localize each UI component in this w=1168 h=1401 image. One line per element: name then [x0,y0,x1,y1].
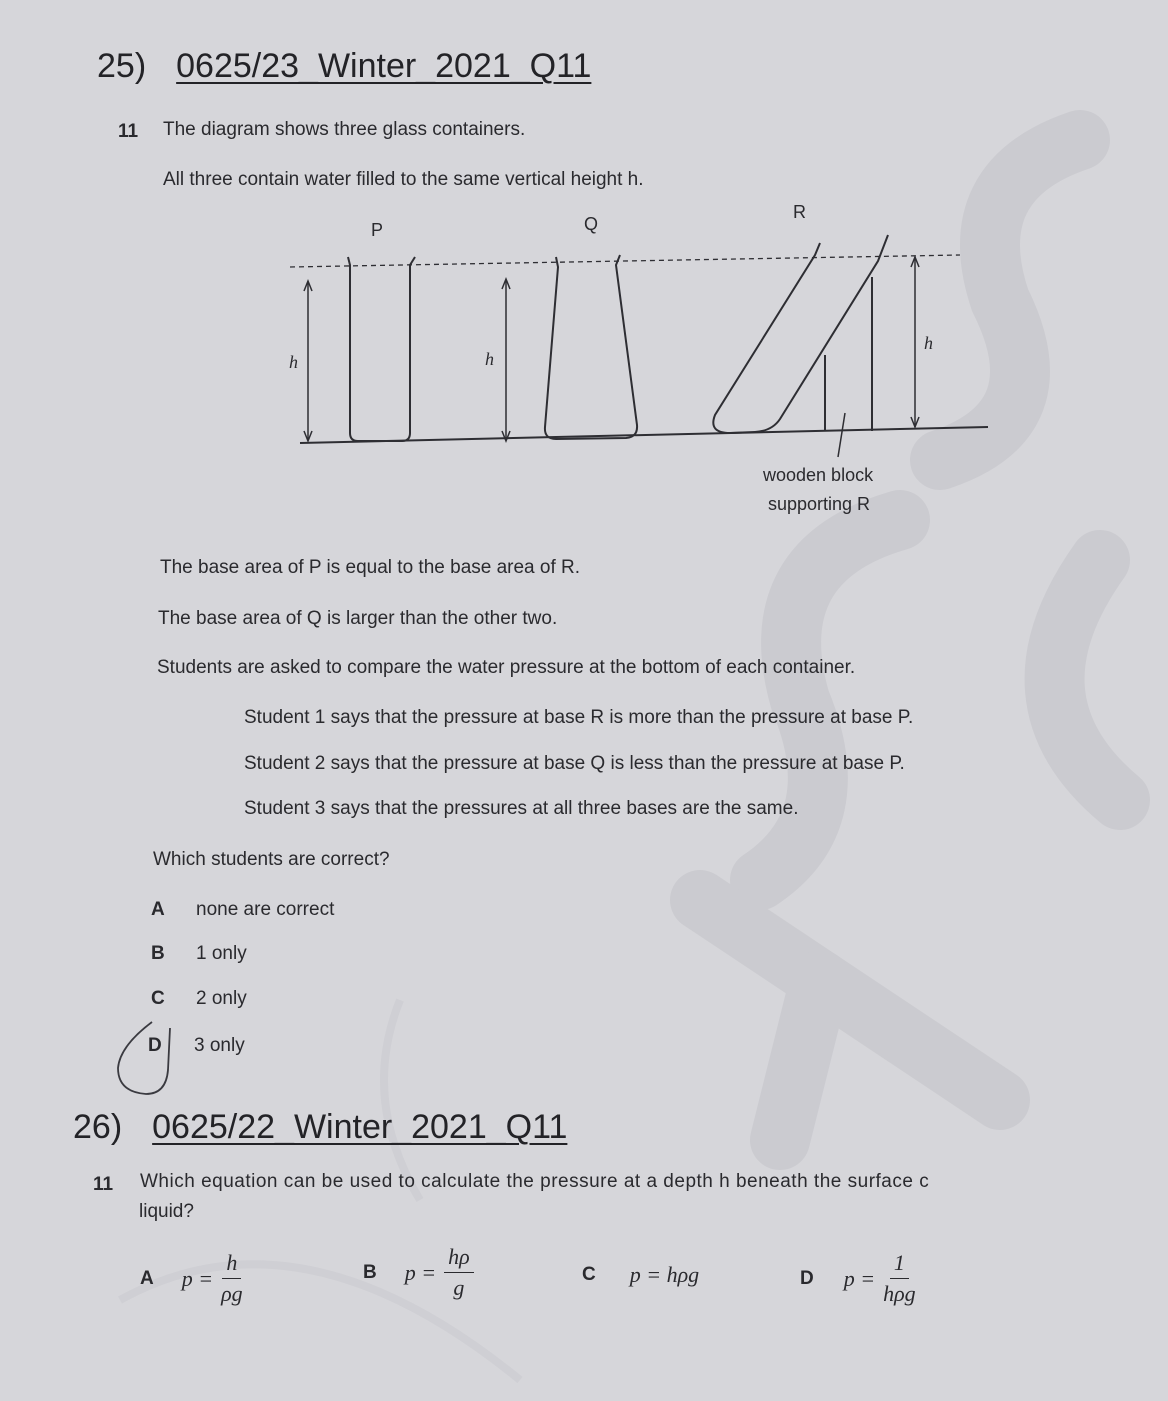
equation-option-b-lhs: p = [404,1259,437,1285]
equation-option-b-fraction [444,1244,474,1301]
question-26-reference: 0625/22_Winter_2021_Q11 [152,1108,568,1146]
equation-option-b-letter: B [363,1261,377,1283]
equation-option-d-lhs: p = [843,1265,876,1291]
equation-option-b [363,1244,474,1301]
question-25-number: 25) [97,47,147,85]
question-26-line-2: liquid? [139,1201,194,1222]
containers-diagram [260,195,1000,525]
option-c-letter: C [151,988,165,1009]
option-b-text: 1 only [196,943,247,964]
option-c-text: 2 only [196,988,247,1009]
equation-option-c-letter: C [582,1264,596,1285]
h-label-q: h [485,349,494,369]
question-26-heading [73,1108,567,1147]
question-26-line-1: Which equation can be used to calculate the pressure at a depth h beneath the surface c [140,1171,930,1192]
statement-base-area-p-r: The base area of P is equal to the base area of R. [160,557,581,578]
student-2-claim: Student 2 says that the pressure at base Q is less than the pressure at base P. [244,753,905,774]
student-3-claim: Student 3 says that the pressures at all three bases are the same. [244,798,799,819]
equation-option-a-letter: A [140,1267,154,1289]
container-p [348,257,415,441]
option-a-letter: A [151,899,165,920]
question-intro-line-2: All three contain water filled to the same vertical height h. [163,169,644,190]
question-intro-line-1: The diagram shows three glass containers. [163,119,526,140]
equation-option-d [800,1250,916,1307]
question-25-reference: 0625/23_Winter_2021_Q11 [176,47,592,85]
equation-option-a-fraction [221,1250,243,1307]
equation-option-a-denominator: ρg [221,1281,243,1306]
equation-option-b-numerator: hρ [444,1244,474,1273]
container-q [545,255,637,439]
equation-option-b-denominator: g [453,1275,465,1300]
h-label-r: h [924,333,933,353]
equation-option-c-lhs: p = hρg [629,1262,700,1287]
question-number: 11 [118,121,139,142]
wooden-block-label-2: supporting R [768,494,871,514]
equation-option-d-fraction [883,1250,916,1307]
equation-option-a [140,1250,243,1307]
question-26-qnum: 11 [93,1174,114,1195]
option-d-letter: D [148,1035,162,1056]
equation-option-d-numerator: 1 [890,1250,909,1279]
wooden-block-pointer [838,413,845,457]
statement-task: Students are asked to compare the water pressure at the bottom of each container. [157,657,856,678]
equation-option-d-letter: D [800,1267,814,1289]
label-r: R [793,202,806,222]
equation-option-a-numerator: h [222,1250,241,1279]
equation-option-c [582,1262,699,1288]
option-b-letter: B [151,943,165,964]
label-q: Q [584,214,599,234]
equation-option-a-lhs: p = [181,1265,214,1291]
label-p: P [371,220,384,240]
question-26-number: 26) [73,1108,123,1146]
statement-base-area-q: The base area of Q is larger than the other two. [158,608,558,629]
equation-option-d-denominator: hρg [883,1281,916,1306]
question-25-heading [97,47,591,86]
option-a-text: none are correct [196,899,335,920]
container-r [713,235,888,433]
student-1-claim: Student 1 says that the pressure at base R is more than the pressure at base P. [244,707,914,728]
question-prompt: Which students are correct? [153,849,390,870]
wooden-block [825,277,872,431]
h-label-p: h [289,352,298,372]
water-level-line [290,255,960,267]
wooden-block-label: wooden block [763,465,874,485]
answer-circle-mark [108,1010,198,1100]
option-d-text: 3 only [194,1035,245,1056]
